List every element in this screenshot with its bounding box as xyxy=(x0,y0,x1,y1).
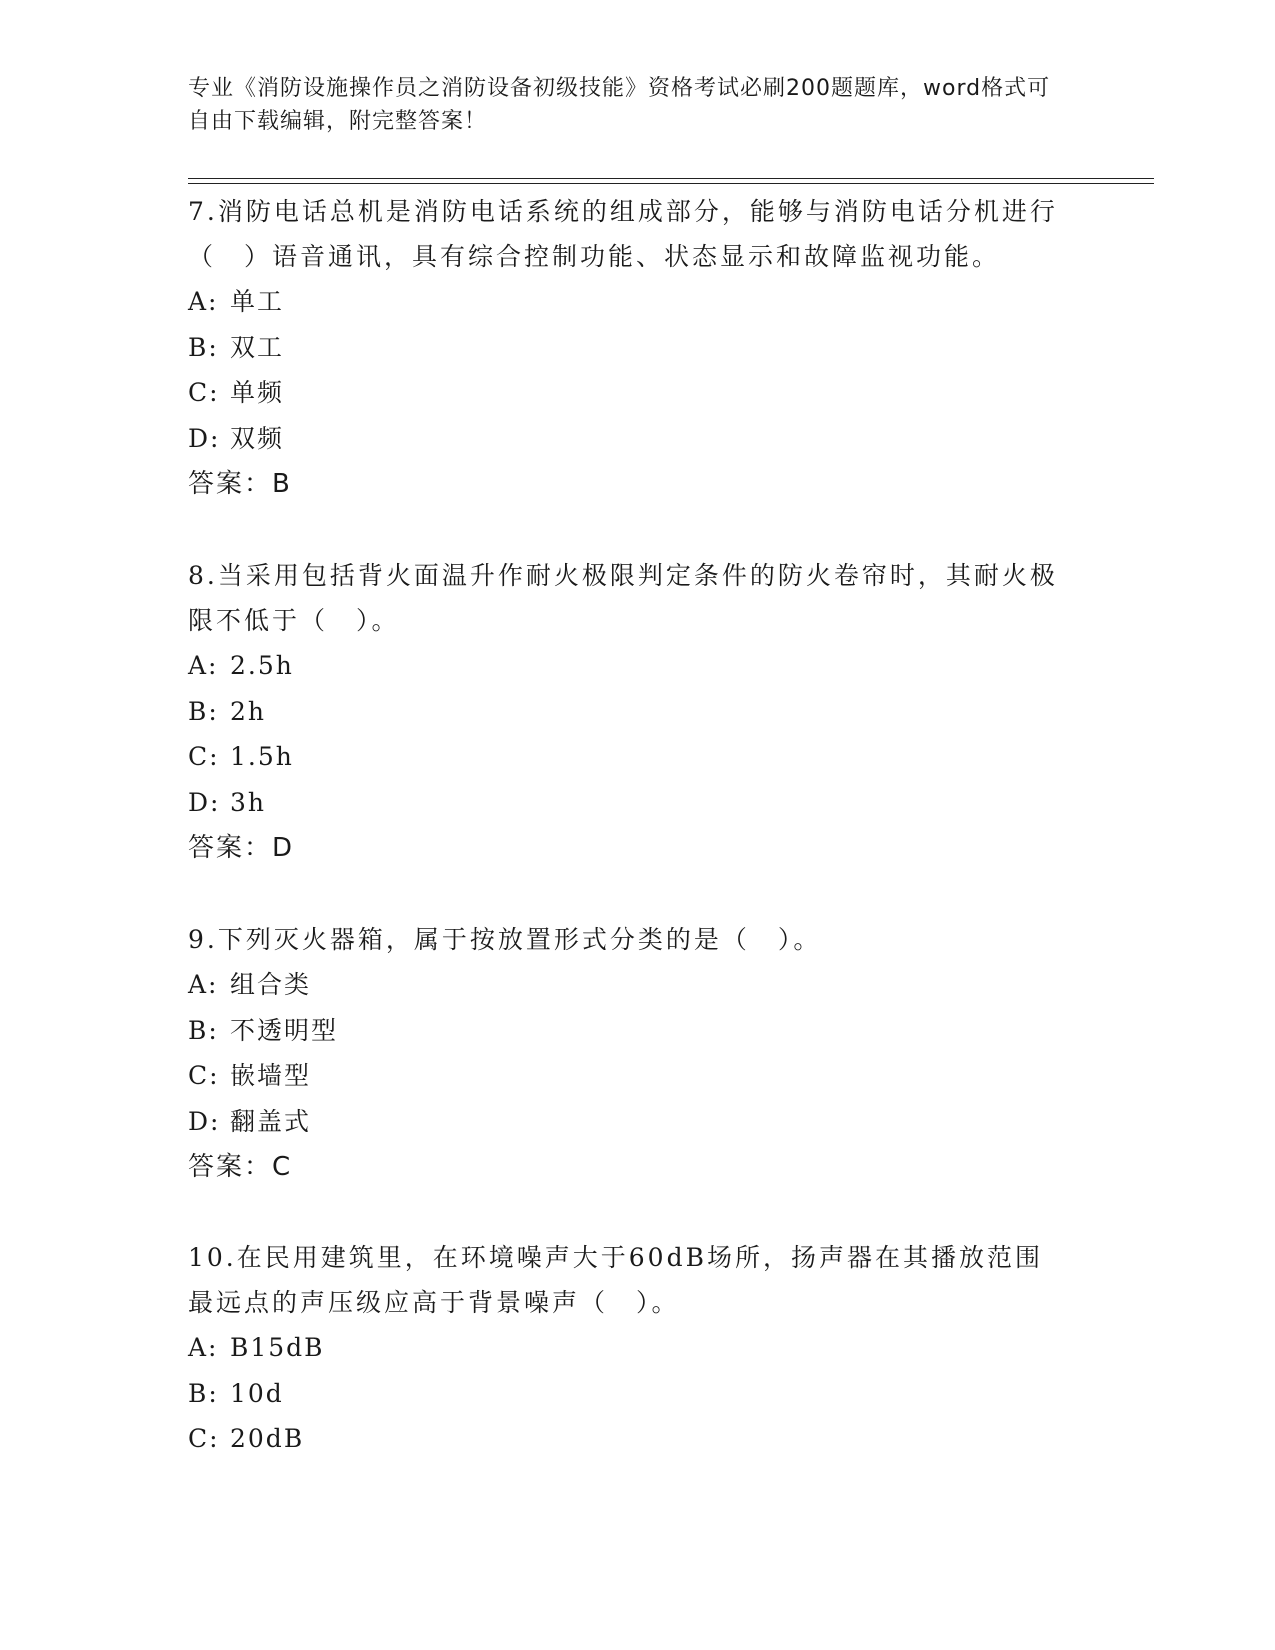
option-key: D: xyxy=(188,787,221,817)
option-text: 单频 xyxy=(230,378,285,407)
option-b xyxy=(188,1371,1068,1417)
option-c xyxy=(188,370,1068,416)
option-b xyxy=(188,1008,1068,1054)
question-stem: 9.下列灭火器箱，属于按放置形式分类的是（ ）。 xyxy=(188,925,822,954)
option-c xyxy=(188,734,1068,780)
option-text: 20dB xyxy=(230,1424,305,1453)
option-a xyxy=(188,643,1068,689)
option-key: A: xyxy=(188,1333,219,1362)
option-d xyxy=(188,780,1068,826)
option-a xyxy=(188,279,1068,325)
question-8 xyxy=(188,553,1068,871)
question-stem: 10.在民用建筑里，在环境噪声大于60dB场所，扬声器在其播放范围最远点的声压级应高于背景噪声（ ）。 xyxy=(188,1243,1043,1317)
option-b xyxy=(188,325,1068,371)
option-a xyxy=(188,962,1068,1008)
option-key: A: xyxy=(188,287,219,316)
option-key: A: xyxy=(188,651,219,680)
option-text: 翻盖式 xyxy=(230,1106,312,1136)
option-text: 双频 xyxy=(230,423,285,453)
document-header: 专业《消防设施操作员之消防设备初级技能》资格考试必刷200题题库，word格式可自由下载编辑，附完整答案！ xyxy=(188,76,1051,134)
option-text: 2.5h xyxy=(230,651,294,680)
option-key: D: xyxy=(188,423,221,453)
answer-line: 答案：D xyxy=(188,833,295,863)
question-7 xyxy=(188,189,1068,507)
option-text: 双工 xyxy=(230,332,285,362)
option-key: C: xyxy=(188,1061,220,1090)
option-text: B15dB xyxy=(230,1333,325,1362)
option-key: B: xyxy=(188,332,219,362)
option-key: B: xyxy=(188,696,219,726)
answer-line: 答案：C xyxy=(188,1152,293,1182)
option-text: 单工 xyxy=(230,287,285,316)
option-b xyxy=(188,689,1068,735)
option-text: 嵌墙型 xyxy=(230,1061,312,1090)
question-10 xyxy=(188,1235,1068,1462)
option-d xyxy=(188,1099,1068,1145)
option-key: D: xyxy=(188,1106,221,1136)
option-text: 2h xyxy=(230,696,267,726)
question-stem: 7.消防电话总机是消防电话系统的组成部分，能够与消防电话分机进行（ ）语音通讯，具有综合控制功能、状态显示和故障监视功能。 xyxy=(188,197,1058,271)
option-text: 1.5h xyxy=(230,742,294,771)
option-text: 3h xyxy=(230,787,267,817)
option-key: A: xyxy=(188,970,219,999)
option-text: 不透明型 xyxy=(230,1015,339,1045)
header-divider-thin xyxy=(188,178,1154,179)
option-c xyxy=(188,1053,1068,1099)
option-a xyxy=(188,1325,1068,1371)
option-c xyxy=(188,1416,1068,1462)
option-key: B: xyxy=(188,1378,219,1408)
option-key: B: xyxy=(188,1015,219,1045)
answer-line: 答案：B xyxy=(188,469,292,499)
question-9 xyxy=(188,917,1068,1190)
option-text: 10d xyxy=(230,1378,284,1408)
option-key: C: xyxy=(188,378,220,407)
option-text: 组合类 xyxy=(230,970,312,999)
question-stem: 8.当采用包括背火面温升作耐火极限判定条件的防火卷帘时，其耐火极限不低于（ ）。 xyxy=(188,561,1058,635)
header-divider-thick xyxy=(188,183,1154,184)
option-key: C: xyxy=(188,742,220,771)
option-key: C: xyxy=(188,1424,220,1453)
option-d xyxy=(188,416,1068,462)
